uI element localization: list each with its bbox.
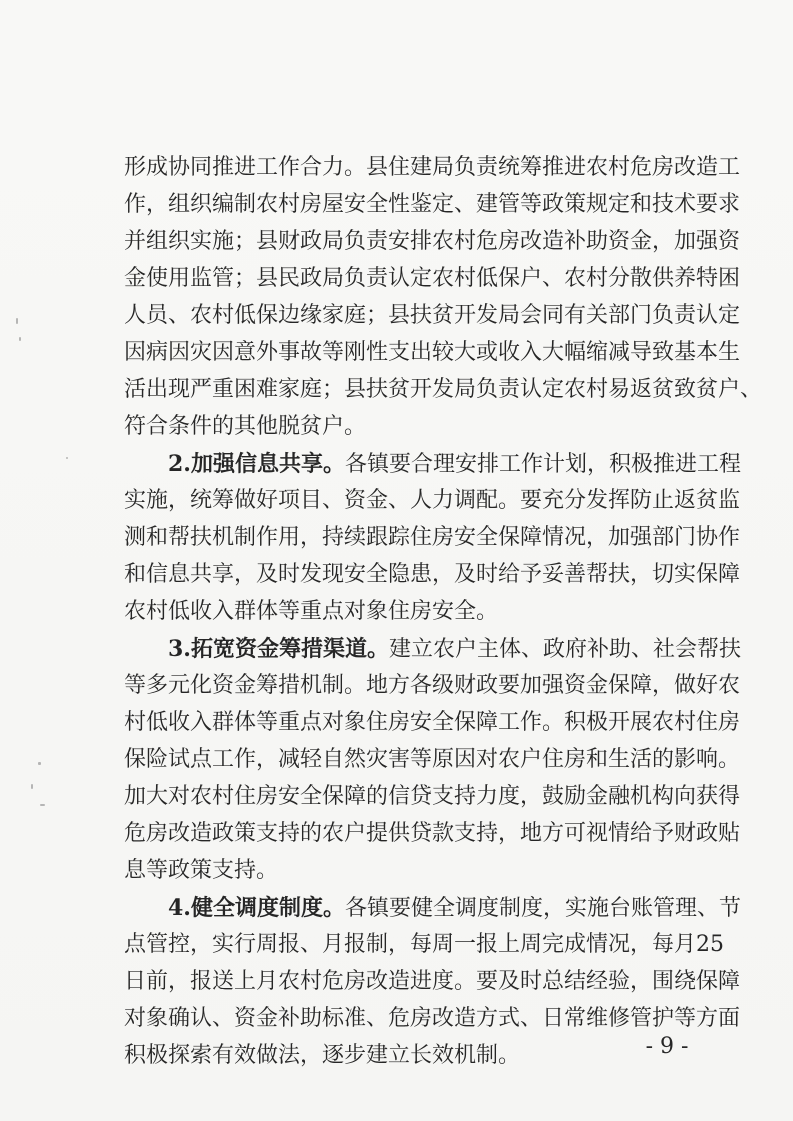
section-first-line-text: 各镇要健全调度制度，实施台账管理、节 bbox=[344, 896, 741, 921]
text-line: 并组织实施；县财政局负责安排农村危房改造补助资金，加强资 bbox=[124, 229, 741, 254]
text-line: 等多元化资金筹措机制。地方各级财政要加强资金保障，做好农 bbox=[124, 673, 741, 698]
text-line: 加大对农村住房安全保障的信贷支持力度，鼓励金融机构向获得 bbox=[124, 784, 741, 809]
text-line: 日前，报送上月农村危房改造进度。要及时总结经验，围绕保障 bbox=[124, 969, 741, 994]
section-heading: 2.加强信息共享。 bbox=[168, 451, 345, 477]
text-line: 形成协同推进工作合力。县住建局负责统筹推进农村危房改造工 bbox=[124, 155, 741, 180]
text-line: 点管控，实行周报、月报制，每周一报上周完成情况，每月25 bbox=[124, 932, 724, 957]
text-line: 危房改造政策支持的农户提供贷款支持，地方可视情给予财政贴 bbox=[124, 821, 741, 846]
text-line: 保险试点工作，减轻自然灾害等原因对农户住房和生活的影响。 bbox=[124, 747, 741, 772]
text-line: 人员、农村低保边缘家庭；县扶贫开发局会同有关部门负责认定 bbox=[124, 303, 741, 328]
section-first-line bbox=[168, 446, 741, 482]
text-line: 对象确认、资金补助标准、危房改造方式、日常维修管护等方面 bbox=[124, 1006, 741, 1031]
text-line: 符合条件的其他脱贫户。 bbox=[124, 414, 367, 439]
text-line: 金使用监管；县民政局负责认定农村低保户、农村分散供养特困 bbox=[124, 266, 741, 291]
section-first-line bbox=[168, 890, 741, 926]
text-line: 活出现严重困难家庭；县扶贫开发局负责认定农村易返贫致贫户、 bbox=[124, 377, 763, 402]
section-heading: 4.健全调度制度。 bbox=[168, 895, 345, 921]
text-line: 作，组织编制农村房屋安全性鉴定、建管等政策规定和技术要求 bbox=[124, 192, 741, 217]
text-line: 村低收入群体等重点对象住房安全保障工作。积极开展农村住房 bbox=[124, 710, 741, 735]
section-first-line bbox=[168, 631, 741, 667]
section-first-line-text: 各镇要合理安排工作计划，积极推进工程 bbox=[344, 452, 741, 477]
text-line: 实施，统筹做好项目、资金、人力调配。要充分发挥防止返贫监 bbox=[124, 488, 741, 513]
text-line: 农村低收入群体等重点对象住房安全。 bbox=[124, 599, 499, 624]
page-number: - 9 - bbox=[645, 1034, 689, 1059]
section-first-line-text: 建立农户主体、政府补助、社会帮扶 bbox=[388, 637, 741, 662]
text-line: 和信息共享，及时发现安全隐患，及时给予妥善帮扶，切实保障 bbox=[124, 562, 741, 587]
section-heading: 3.拓宽资金筹措渠道。 bbox=[168, 636, 389, 662]
text-line: 测和帮扶机制作用，持续跟踪住房安全保障情况，加强部门协作 bbox=[124, 525, 741, 550]
text-line: 因病因灾因意外事故等刚性支出较大或收入大幅缩减导致基本生 bbox=[124, 340, 741, 365]
text-line: 积极探索有效做法，逐步建立长效机制。 bbox=[124, 1043, 521, 1068]
text-line: 息等政策支持。 bbox=[124, 858, 279, 883]
